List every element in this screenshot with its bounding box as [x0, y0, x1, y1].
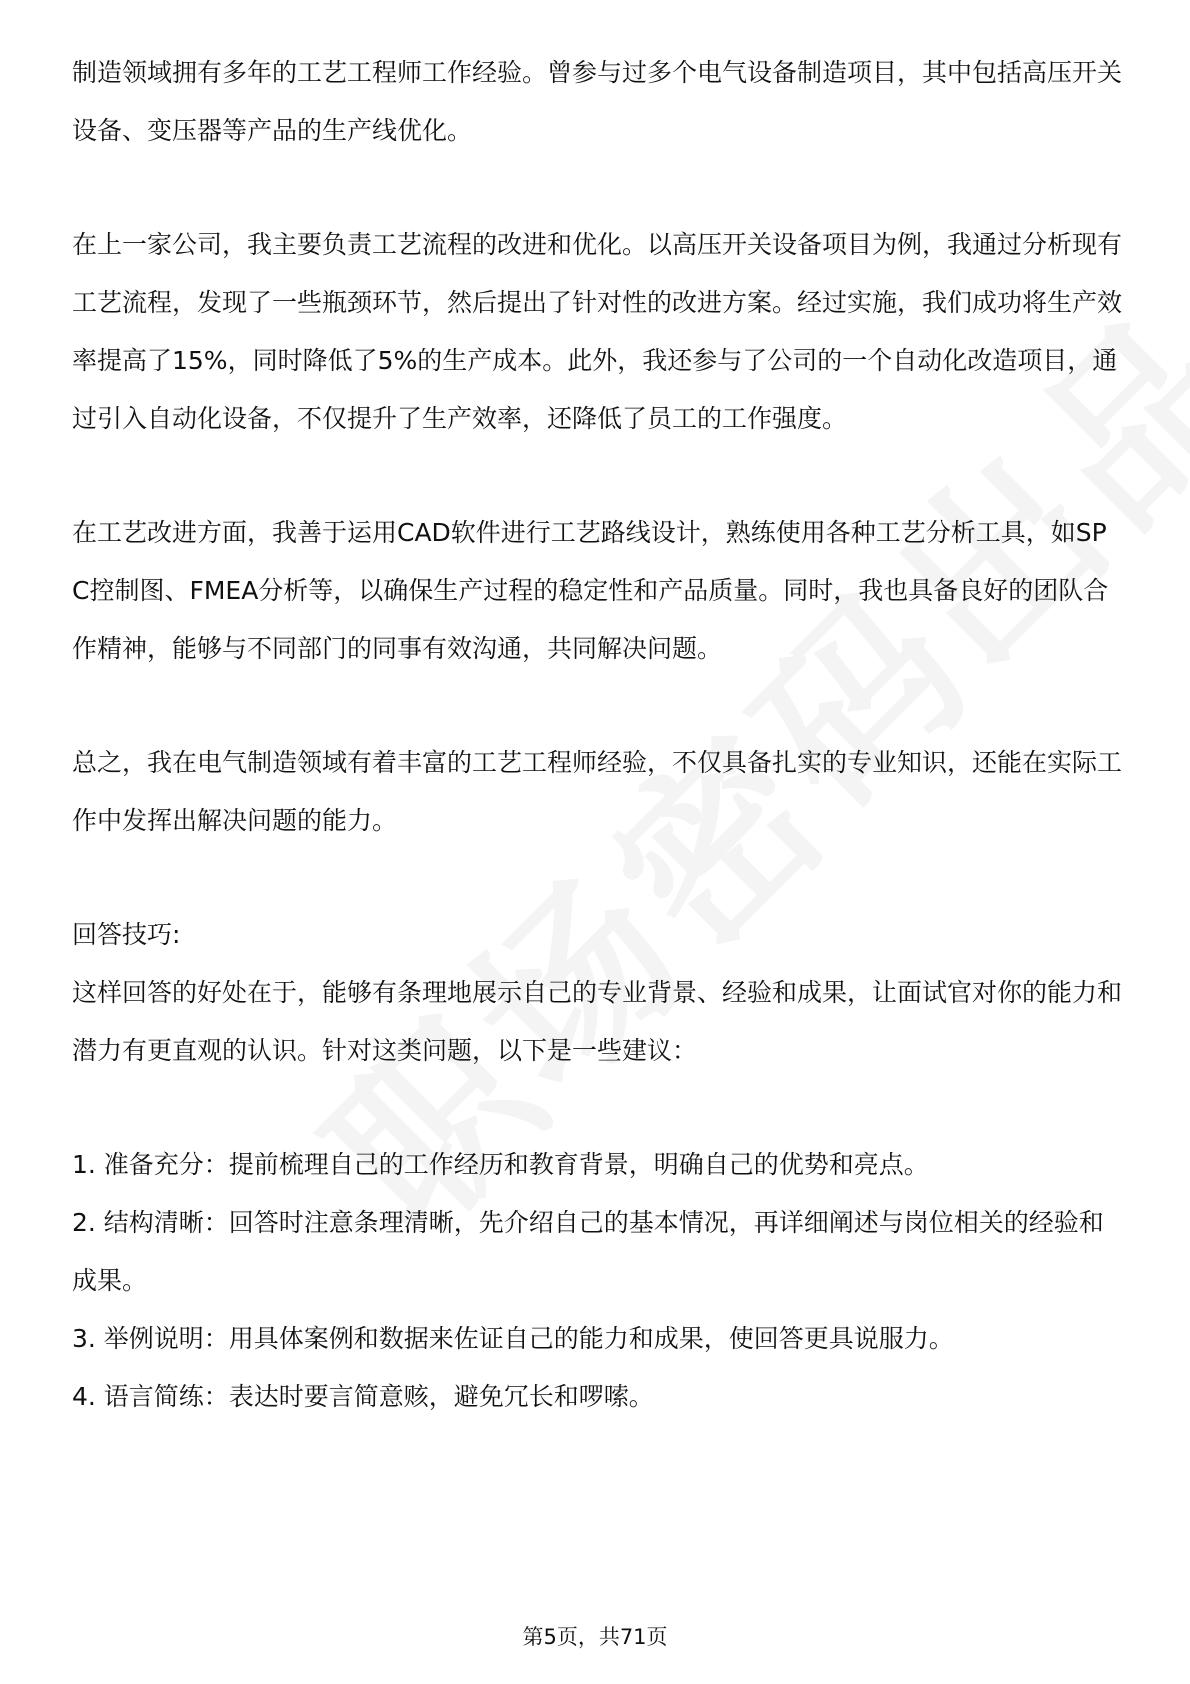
suggestion-item-4: 4. 语言简练：表达时要言简意赅，避免冗长和啰嗦。 — [72, 1382, 654, 1411]
document-body — [72, 44, 1122, 1426]
page-number: 第5页，共71页 — [522, 1625, 668, 1649]
suggestion-item-3: 3. 举例说明：用具体案例和数据来佐证自己的能力和成果，使回答更具说服力。 — [72, 1324, 954, 1353]
suggestion-item-1: 1. 准备充分：提前梳理自己的工作经历和教育背景，明确自己的优势和亮点。 — [72, 1150, 929, 1179]
paragraph-conclusion: 总之，我在电气制造领域有着丰富的工艺工程师经验，不仅具备扎实的专业知识，还能在实际工作中发挥出解决问题的能力。 — [72, 748, 1123, 835]
tips-heading: 回答技巧: — [72, 920, 181, 949]
suggestion-item-2: 2. 结构清晰：回答时注意条理清晰，先介绍自己的基本情况，再详细阐述与岗位相关的经验和成果。 — [72, 1208, 1104, 1295]
paragraph-experience-summary: 制造领域拥有多年的工艺工程师工作经验。曾参与过多个电气设备制造项目，其中包括高压开关设备、变压器等产品的生产线优化。 — [72, 58, 1123, 145]
paragraph-process-improvement: 在工艺改进方面，我善于运用CAD软件进行工艺路线设计，熟练使用各种工艺分析工具，如SPC控制图、FMEA分析等，以确保生产过程的稳定性和产品质量。同时，我也具备良好的团队合作精神，能够与不同部门的同事有效沟通，共同解决问题。 — [72, 518, 1109, 663]
tips-intro: 这样回答的好处在于，能够有条理地展示自己的专业背景、经验和成果，让面试官对你的能力和潜力有更直观的认识。针对这类问题，以下是一些建议： — [72, 978, 1123, 1065]
paragraph-previous-company: 在上一家公司，我主要负责工艺流程的改进和优化。以高压开关设备项目为例，我通过分析现有工艺流程，发现了一些瓶颈环节，然后提出了针对性的改进方案。经过实施，我们成功将生产效率提高了15%，同时降低了5%的生产成本。此外，我还参与了公司的一个自动化改造项目，通过引入自动化设备，不仅提升了生产效率，还降低了员工的工作强度。 — [72, 230, 1123, 433]
